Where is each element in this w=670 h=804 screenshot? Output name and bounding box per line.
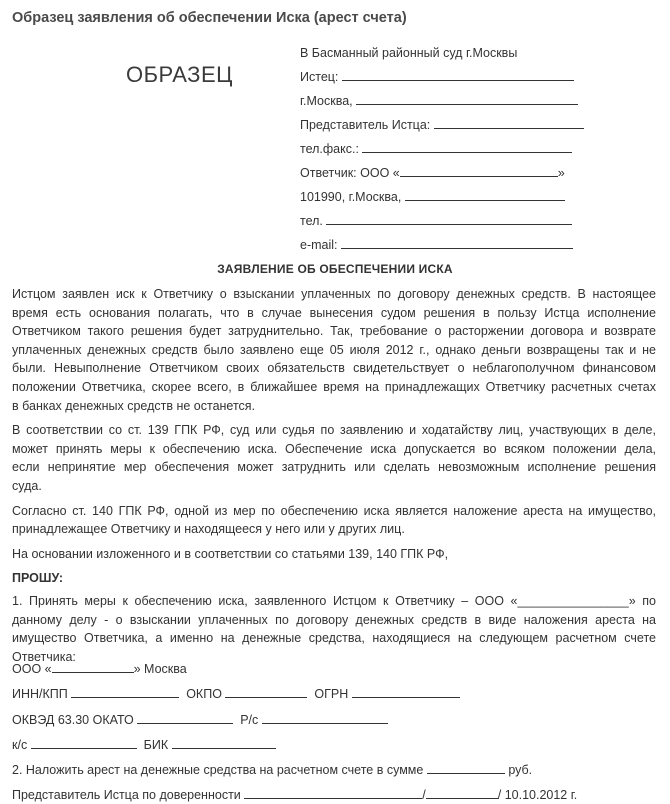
defendant-quote-close: » <box>557 166 565 180</box>
document-title: Образец заявления об обеспечении Иска (арест счета) <box>12 10 407 26</box>
inn-row <box>12 685 460 703</box>
signature-row <box>12 786 577 804</box>
text-line: имущество Ответчика, а именно на денежные средства, находящиеся на следующем расчетном счете <box>12 631 656 646</box>
signature-date: / 10.10.2012 г. <box>497 788 578 802</box>
sample-stamp: ОБРАЗЕЦ <box>126 62 233 87</box>
text-line: принадлежащее Ответчику и находящееся у него или у других лиц. <box>12 522 405 537</box>
ooo-name-blank <box>52 660 134 673</box>
statement-body <box>12 285 656 672</box>
okpo-label: ОКПО <box>186 687 222 701</box>
item2-text: 2. Наложить арест на денежные средства на расчетном счете в сумме <box>12 763 424 777</box>
okpo-blank <box>225 685 307 698</box>
text-line: время есть основания полагать, что в случае вынесения судом решения в пользу Истца исполнение <box>12 305 656 320</box>
ks-label: к/с <box>12 738 28 752</box>
bik-blank <box>172 736 276 749</box>
defendant-label: Ответчик: ООО « <box>300 166 400 180</box>
text-line: в банках денежных средств не останется. <box>12 398 256 413</box>
okato-blank <box>137 711 233 724</box>
plaintiff-blank <box>342 66 574 81</box>
amount-blank <box>427 761 505 774</box>
text-line: были. Невыполнение Ответчиком своих обязательств свидетельствует о неблагополучном финансовом <box>12 361 656 376</box>
paragraph-grounds <box>12 285 656 415</box>
phone-fax-label: тел.факс.: <box>300 142 359 156</box>
text-line: если непринятие мер обеспечения может затруднить или сделать невозможным исполнение решения <box>12 460 656 475</box>
plaintiff-line <box>300 65 660 89</box>
inn-blank <box>71 685 179 698</box>
signature-label: Представитель Истца по доверенности <box>12 788 241 802</box>
email-blank <box>341 234 573 249</box>
request-heading: ПРОШУ: <box>12 571 64 586</box>
defendant-phone-line <box>300 209 660 233</box>
signature-separator: / <box>422 788 426 802</box>
court-name: В Басманный районный суд г.Москвы <box>300 46 518 60</box>
ooo-suffix: » Москва <box>133 662 187 676</box>
representative-blank <box>434 114 584 129</box>
paragraph-article-139 <box>12 421 656 495</box>
text-line: Ответчиком такого решения будет затруднительно. Так, требование о расторжении договора и возврате <box>12 324 656 339</box>
defendant-address-blank <box>405 186 565 201</box>
text-line: 1. Принять меры к обеспечению иска, заявленного Истцом к Ответчику – ООО «________________» по <box>12 593 656 608</box>
plaintiff-label: Истец: <box>300 70 339 84</box>
paragraph-article-140 <box>12 502 656 539</box>
phone-fax-blank <box>362 138 572 153</box>
defendant-address: 101990, г.Москва, <box>300 190 402 204</box>
rs-blank <box>262 711 388 724</box>
plaintiff-city: г.Москва, <box>300 94 353 108</box>
representative-line <box>300 113 660 137</box>
plaintiff-address-blank <box>356 90 578 105</box>
okved-label: ОКВЭД 63.30 ОКАТО <box>12 713 134 727</box>
ogrn-label: ОГРН <box>314 687 349 701</box>
ogrn-blank <box>352 685 460 698</box>
defendant-address-line <box>300 185 660 209</box>
ooo-prefix: ООО « <box>12 662 52 676</box>
item2-currency: руб. <box>508 763 533 777</box>
request-item-1 <box>12 592 656 666</box>
plaintiff-city-line <box>300 89 660 113</box>
text-line: суда. <box>12 478 42 493</box>
inn-label: ИНН/КПП <box>12 687 68 701</box>
text-line: данному делу - о взыскании уплаченных по договору денежных средств в виде наложения ареста на <box>12 612 656 627</box>
text-line: может принять меры к обеспечению иска. Обеспечение иска допускается во всяком положении дела, <box>12 441 656 456</box>
ks-row <box>12 736 276 754</box>
text-line: Согласно ст. 140 ГПК РФ, одной из мер по обеспечению иска является наложение ареста на имущество, <box>12 503 656 518</box>
request-item-2 <box>12 761 532 779</box>
ooo-row <box>12 660 187 678</box>
paragraph-basis <box>12 545 656 564</box>
text-line: положении Ответчика, скорее всего, в ближайшее время на принадлежащих Ответчику расчетных счетах <box>12 379 656 394</box>
text-line: Истцом заявлен иск к Ответчику о взыскании уплаченных по договору денежных средств. В настоящее <box>12 287 656 301</box>
email-label: e-mail: <box>300 238 338 252</box>
representative-label: Представитель Истца: <box>300 118 431 132</box>
phone-label: тел. <box>300 214 323 228</box>
ks-blank <box>31 736 137 749</box>
text-line: На основании изложенного и в соответствии со статьями 139, 140 ГПК РФ, <box>12 546 449 561</box>
text-line: В соответствии со ст. 139 ГПК РФ, суд или судья по заявлению и ходатайству лиц, участвующих в деле, <box>12 423 656 438</box>
defendant-line <box>300 161 660 185</box>
defendant-name-blank <box>400 162 558 177</box>
text-line: Ответчика: <box>12 649 76 664</box>
email-line <box>300 233 660 257</box>
signature-name-blank <box>426 786 498 799</box>
text-line: уплаченных денежных средств было заявлено еще 05 июля 2012 г., однако деньги возвращены так и не <box>12 342 656 357</box>
addressee-block <box>300 41 660 257</box>
rs-label: Р/с <box>240 713 259 727</box>
bik-label: БИК <box>143 738 169 752</box>
court-line <box>300 41 660 65</box>
okved-row <box>12 711 388 729</box>
signature-blank <box>244 786 422 799</box>
phone-fax-line <box>300 137 660 161</box>
phone-blank <box>326 210 572 225</box>
statement-title: ЗАЯВЛЕНИЕ ОБ ОБЕСПЕЧЕНИИ ИСКА <box>217 262 453 276</box>
